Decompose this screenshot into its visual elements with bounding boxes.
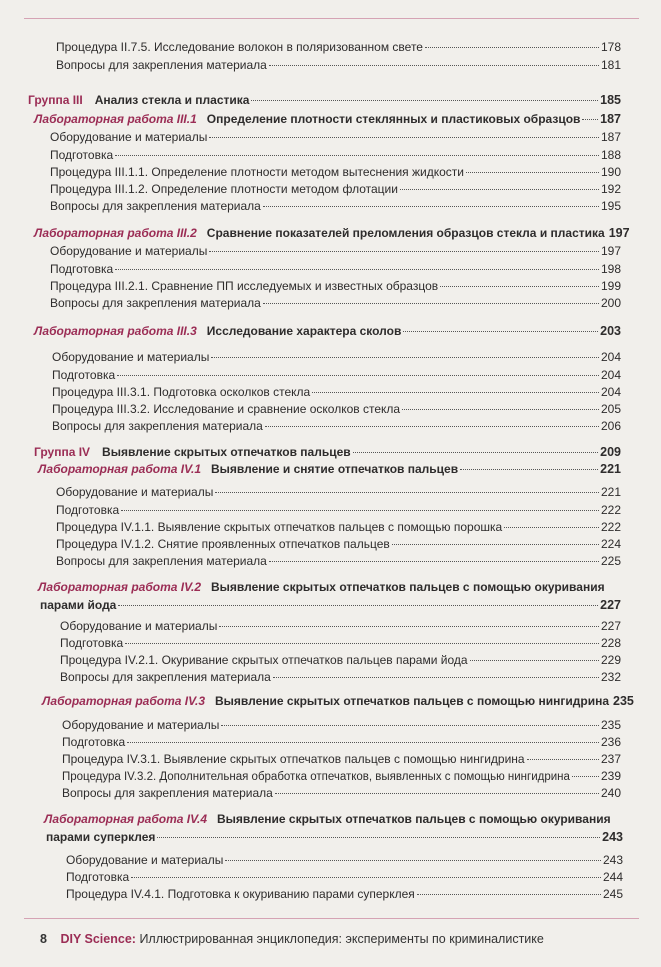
dot-leader [582,118,598,120]
entry-page: 224 [600,537,621,551]
entry-page: 236 [600,735,621,749]
dot-leader [402,408,599,410]
entry-page: 222 [600,503,621,517]
dot-leader [225,859,601,861]
entry-page: 240 [600,786,621,800]
toc-entry [52,419,621,434]
toc-entry [60,653,621,668]
toc-entry [60,670,621,685]
dot-leader [211,356,599,358]
entry-title: Оборудование и материалы [60,619,218,633]
entry-page: 198 [600,262,621,276]
entry-page: 204 [600,385,621,399]
entry-title: Оборудование и материалы [56,485,214,499]
entry-page: 187 [600,112,621,126]
entry-page: 187 [600,130,621,144]
dot-leader [273,676,599,678]
entry-page: 228 [600,636,621,650]
toc-entry [56,537,621,552]
entry-page: 199 [600,279,621,293]
toc-lab [38,580,621,595]
entry-title: Процедура IV.2.1. Окуривание скрытых отпечатков пальцев парами йода [60,653,468,667]
toc-entry [60,619,621,634]
toc-entry [62,752,621,767]
entry-title: Вопросы для закрепления материала [60,670,271,684]
entry-page: 227 [600,598,621,612]
toc-entry [66,853,623,868]
entry-page: 221 [600,485,621,499]
toc-lab [38,462,621,477]
entry-title: Исследование характера сколов [206,324,402,338]
dot-leader [470,659,599,661]
toc-lab [42,694,634,709]
footer-text: Иллюстрированная энциклопедия: эксперименты по криминалистике [139,932,544,946]
entry-page: 185 [600,93,621,107]
entry-title: Оборудование и материалы [52,350,210,364]
entry-page: 235 [613,694,634,708]
toc-entry [56,554,621,569]
toc-entry [60,636,621,651]
dot-leader [263,205,599,207]
entry-title: Процедура IV.4.1. Подготовка к окуриванию парами суперклея [66,887,415,901]
entry-page: 203 [600,324,621,338]
entry-title: Вопросы для закрепления материала [56,58,267,72]
toc-lab [44,812,621,827]
entry-title: Выявление скрытых отпечатков пальцев [102,445,351,459]
toc-entry [52,368,621,383]
entry-title: Оборудование и материалы [66,853,224,867]
toc-entry [56,503,621,518]
entry-page: 200 [600,296,621,310]
entry-title: Процедура IV.1.1. Выявление скрытых отпечатков пальцев с помощью порошка [56,520,503,534]
entry-title: Вопросы для закрепления материала [50,199,261,213]
entry-title: Процедура III.3.2. Исследование и сравнение осколков стекла [52,402,401,416]
lab-label: Лабораторная работа III.3 [34,324,197,338]
toc-entry [50,182,621,197]
bottom-rule [24,918,639,919]
entry-page: 245 [602,887,623,901]
dot-leader [209,250,599,252]
dot-leader [219,625,599,627]
entry-title: Подготовка [52,368,116,382]
toc-entry [62,735,621,750]
entry-title: Процедура IV.3.1. Выявление скрытых отпечатков пальцев с помощью нингидрина [62,752,525,766]
entry-title: Анализ стекла и пластика [94,93,250,107]
entry-page: 192 [600,182,621,196]
dot-leader [417,893,601,895]
dot-leader [263,302,599,304]
entry-title: Процедура II.7.5. Исследование волокон в поляризованном свете [56,40,423,54]
entry-page: 221 [600,462,621,476]
entry-title: Подготовка [50,262,114,276]
entry-title: Подготовка [60,636,124,650]
lab-label: Лабораторная работа IV.1 [38,462,202,476]
dot-leader [115,268,599,270]
entry-page: 195 [600,199,621,213]
dot-leader [157,836,600,838]
entry-page: 232 [600,670,621,684]
entry-page: 205 [600,402,621,416]
entry-title: Процедура IV.1.2. Снятие проявленных отпечатков пальцев [56,537,390,551]
toc-entry [56,520,621,535]
toc-entry [62,718,621,733]
entry-page: 229 [600,653,621,667]
toc-entry [66,887,623,902]
entry-page: 227 [600,619,621,633]
toc-entry [66,870,623,885]
entry-title: Выявление и снятие отпечатков пальцев [211,462,459,476]
entry-page: 237 [600,752,621,766]
entry-title: Подготовка [66,870,130,884]
entry-page: 204 [600,350,621,364]
toc-lab-cont [46,830,623,845]
lab-label: Лабораторная работа III.1 [34,112,197,126]
toc-lab [34,226,630,241]
dot-leader [425,46,599,48]
dot-leader [460,468,598,470]
lab-label: Лабораторная работа IV.4 [44,812,208,826]
dot-leader [127,741,599,743]
entry-title: Определение плотности стеклянных и пластиковых образцов [206,112,581,126]
footer-brand: DIY Science: [60,932,136,946]
entry-page: 243 [602,830,623,844]
entry-page: 225 [600,554,621,568]
entry-page: 197 [608,226,630,240]
toc-lab [34,112,621,127]
entry-page: 178 [600,40,621,54]
dot-leader [312,391,599,393]
dot-leader [265,425,599,427]
lab-label: Лабораторная работа IV.2 [38,580,202,594]
toc-group [34,445,621,460]
dot-leader [392,543,599,545]
toc-entry [62,769,621,785]
entry-page: 235 [600,718,621,732]
toc-lab-cont [40,598,621,613]
entry-title: Подготовка [50,148,114,162]
toc-entry [50,296,621,311]
entry-title: Вопросы для закрепления материала [52,419,263,433]
toc-entry [52,385,621,400]
dot-leader [353,451,599,453]
entry-title: Выявление скрытых отпечатков пальцев с помощью окуривания [217,812,611,826]
entry-page: 181 [600,58,621,72]
entry-page: 209 [600,445,621,459]
dot-leader [269,64,599,66]
dot-leader [117,374,599,376]
toc-entry [52,402,621,417]
toc-entry [50,244,621,259]
toc-entry [56,58,621,73]
entry-page: 190 [600,165,621,179]
dot-leader [275,792,599,794]
toc-entry [56,485,621,500]
dot-leader [118,604,598,606]
page-number: 8 [40,932,47,946]
toc-entry [56,40,621,55]
entry-page: 239 [600,769,621,783]
entry-title: Подготовка [62,735,126,749]
entry-page: 243 [602,853,623,867]
dot-leader [215,491,599,493]
dot-leader [209,136,599,138]
entry-page: 204 [600,368,621,382]
entry-title: Вопросы для закрепления материала [62,786,273,800]
entry-title: Оборудование и материалы [50,130,208,144]
dot-leader [504,526,599,528]
entry-page: 244 [602,870,623,884]
toc-entry [50,130,621,145]
dot-leader [115,154,599,156]
dot-leader [572,775,599,777]
dot-leader [251,99,598,101]
dot-leader [440,285,599,287]
toc-entry [50,148,621,163]
dot-leader [466,171,599,173]
entry-page: 188 [600,148,621,162]
toc-entry [62,786,621,801]
dot-leader [269,560,599,562]
entry-title: Оборудование и материалы [62,718,220,732]
dot-leader [131,876,601,878]
entry-title: Вопросы для закрепления материала [56,554,267,568]
entry-title: Подготовка [56,503,120,517]
toc-entry [50,165,621,180]
entry-title: Процедура III.3.1. Подготовка осколков стекла [52,385,311,399]
dot-leader [403,330,598,332]
page-footer [40,932,544,946]
entry-title: Сравнение показателей преломления образцов стекла и пластика [206,226,605,240]
lab-label: Лабораторная работа IV.3 [42,694,206,708]
toc-entry [50,262,621,277]
group-label: Группа IV [34,445,91,459]
entry-title-cont: парами суперклея [46,830,156,844]
entry-title: Вопросы для закрепления материала [50,296,261,310]
toc-lab [34,324,621,339]
entry-title: Выявление скрытых отпечатков пальцев с помощью окуривания [211,580,605,594]
entry-page: 222 [600,520,621,534]
entry-title-cont: парами йода [40,598,117,612]
dot-leader [400,188,599,190]
dot-leader [527,758,599,760]
entry-page: 197 [600,244,621,258]
entry-page: 206 [600,419,621,433]
dot-leader [125,642,599,644]
group-label: Группа III [28,93,83,107]
entry-title: Процедура III.1.1. Определение плотности методом вытеснения жидкости [50,165,464,179]
entry-title: Процедура IV.3.2. Дополнительная обработка отпечатков, выявленных с помощью нингидрина [62,771,570,783]
toc-entry [52,350,621,365]
dot-leader [221,724,599,726]
entry-title: Выявление скрытых отпечатков пальцев с помощью нингидрина [215,694,609,708]
toc-entry [50,279,621,294]
entry-title: Процедура III.2.1. Сравнение ПП исследуемых и известных образцов [50,279,439,293]
toc-entry [50,199,621,214]
entry-title: Оборудование и материалы [50,244,208,258]
entry-title: Процедура III.1.2. Определение плотности методом флотации [50,182,398,196]
lab-label: Лабораторная работа III.2 [34,226,197,240]
toc-group [28,93,621,108]
dot-leader [121,509,599,511]
